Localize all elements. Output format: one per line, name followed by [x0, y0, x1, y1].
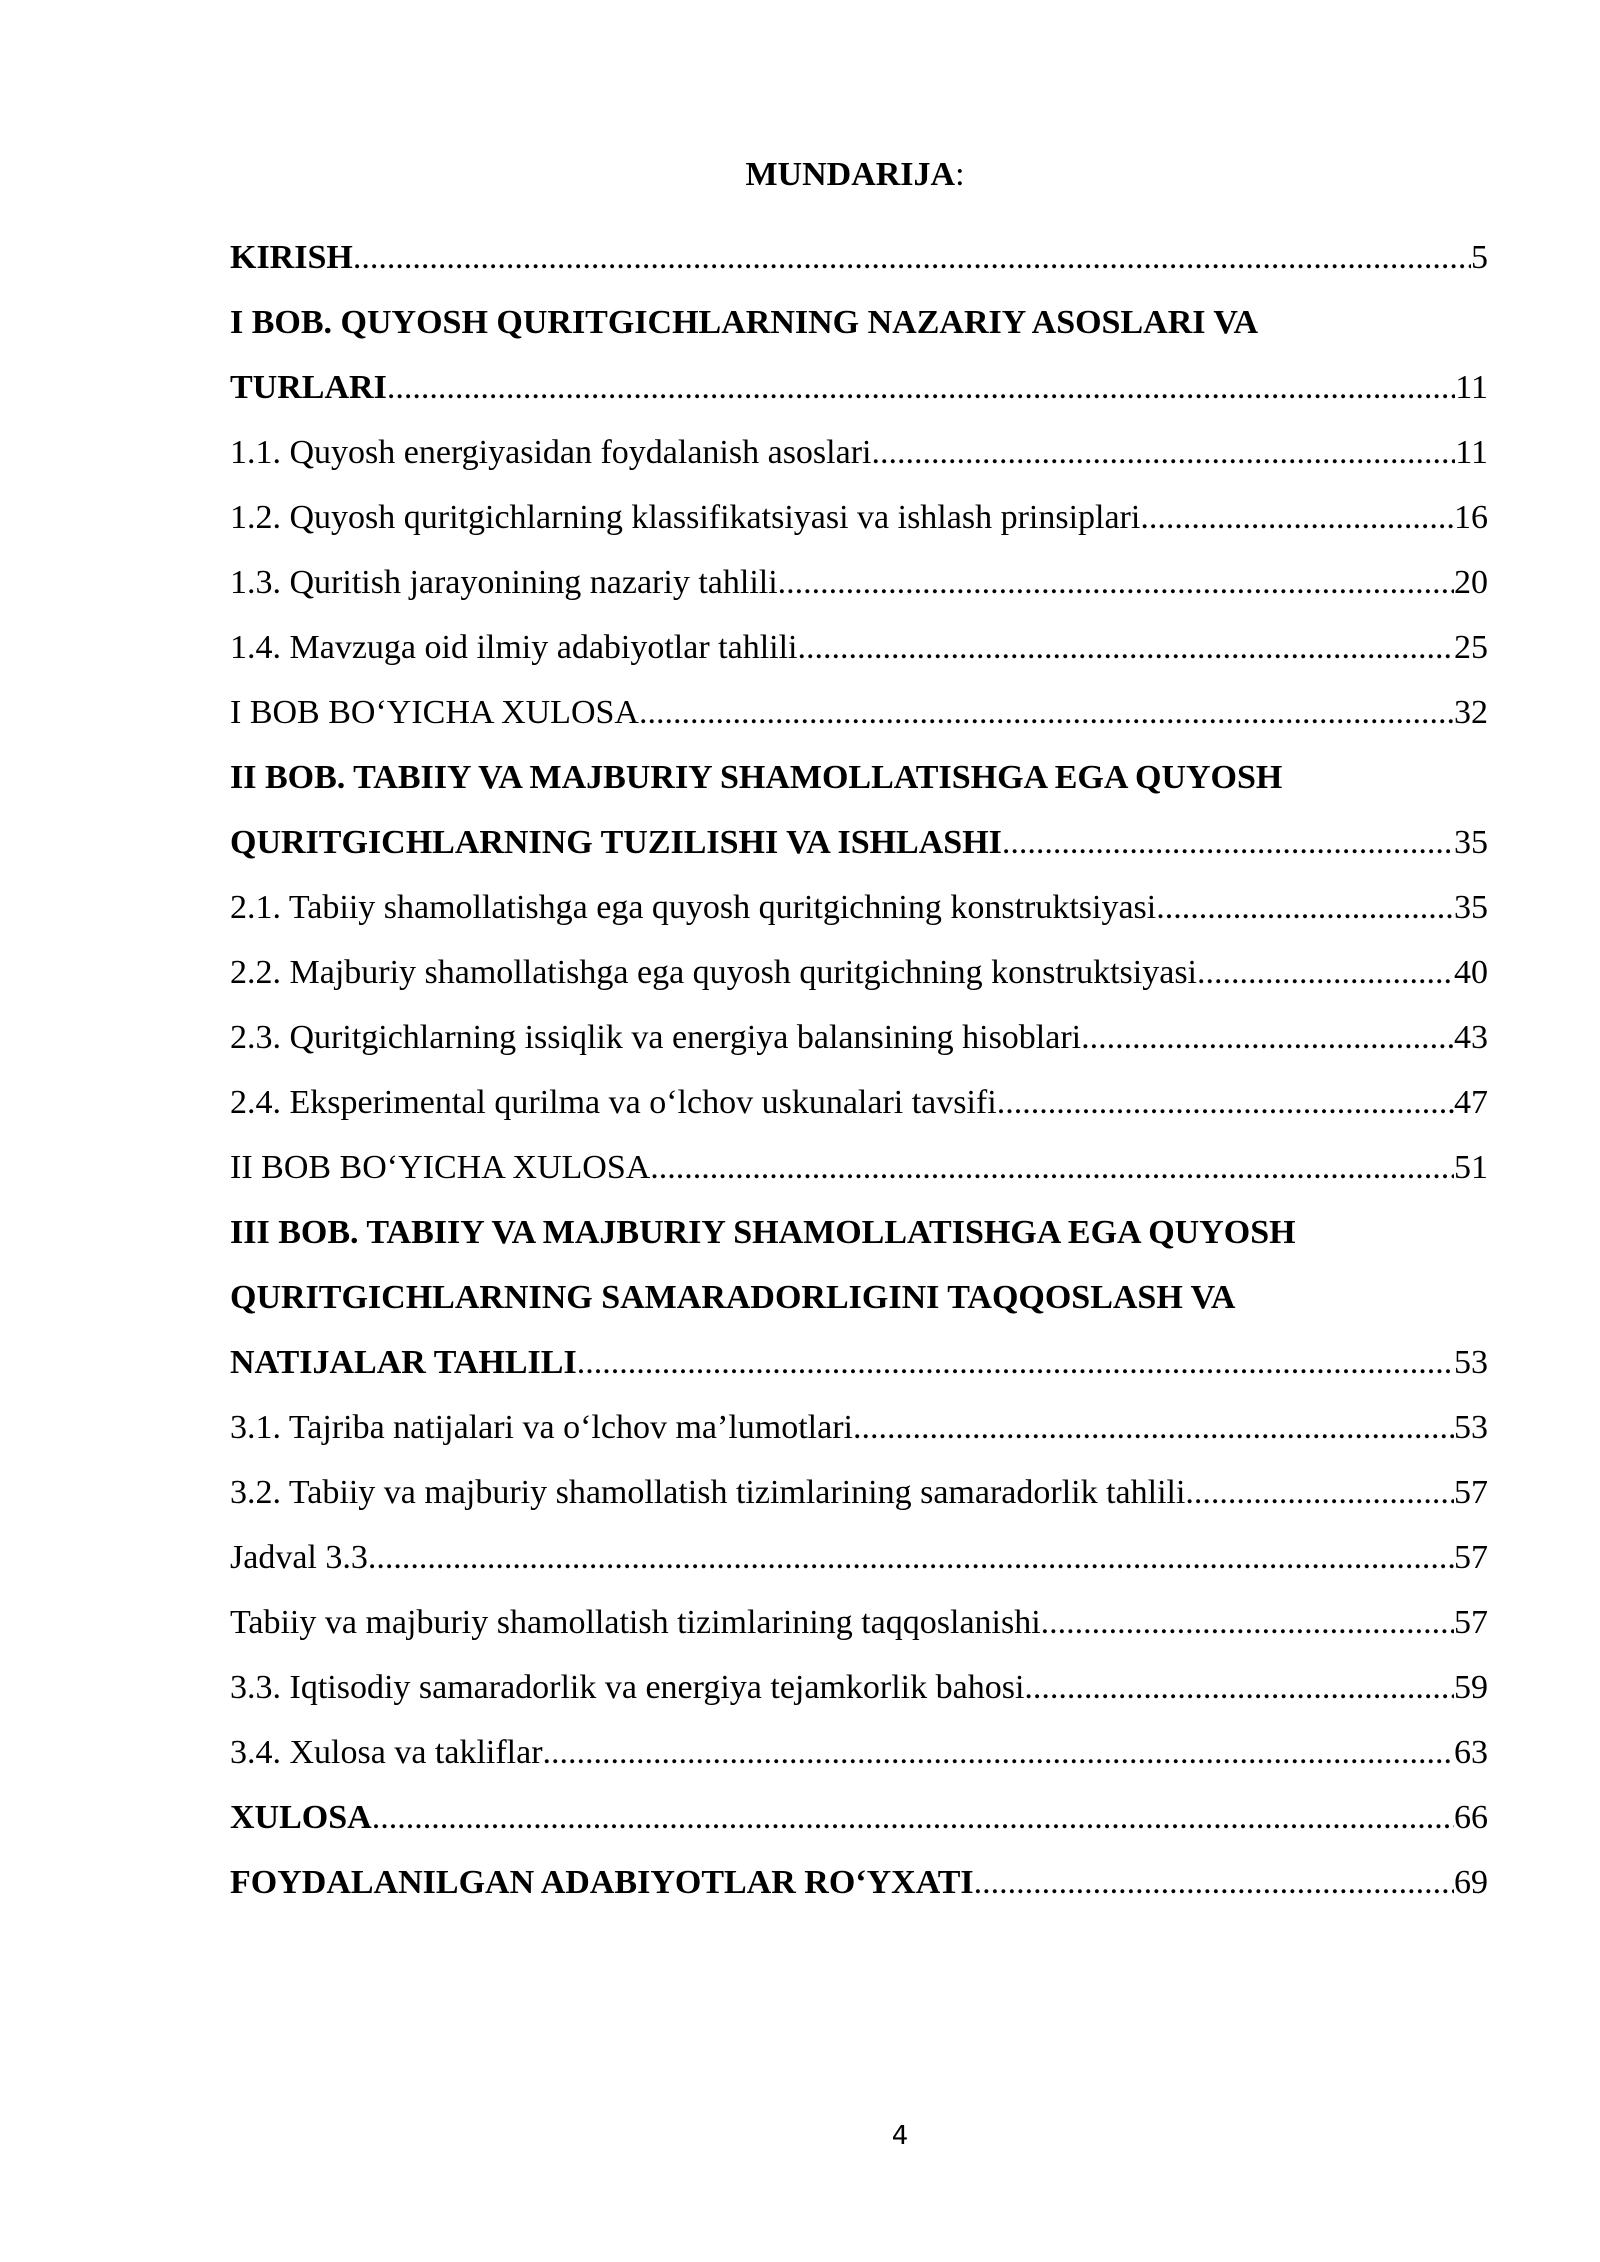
toc-title-colon: :	[955, 156, 965, 193]
page-number: 4	[891, 2121, 909, 2151]
toc-entry-title: 2.4. Eksperimental qurilma va o‘lchov uskunalari tavsifi	[230, 1084, 997, 1121]
toc-dot-leader	[1081, 1016, 1454, 1060]
toc-entry-title: 1.2. Quyosh quritgichlarning klassifikatsiyasi va ishlash prinsiplari	[230, 499, 1141, 536]
toc-entry-title: QURITGICHLARNING SAMARADORLIGINI TAQQOSLASH VA	[230, 1279, 1236, 1316]
toc-entry-page: 40	[1454, 954, 1488, 991]
toc-entry-page: 20	[1454, 564, 1488, 601]
toc-entry	[230, 410, 1488, 475]
table-of-contents	[230, 215, 1488, 1905]
toc-entry	[230, 735, 1488, 800]
toc-dot-leader	[368, 1536, 1454, 1580]
toc-entry-page: 53	[1454, 1344, 1488, 1381]
toc-entry-title: 2.1. Tabiiy shamollatishga ega quyosh quritgichning konstruktsiyasi	[230, 889, 1157, 926]
toc-entry	[230, 1190, 1488, 1255]
toc-dot-leader	[650, 1146, 1454, 1190]
toc-entry-title: KIRISH	[230, 239, 353, 276]
toc-dot-leader	[1002, 821, 1454, 865]
toc-dot-leader	[871, 431, 1455, 475]
toc-title-text: MUNDARIJA	[745, 156, 956, 193]
toc-dot-leader	[778, 561, 1454, 605]
toc-entry-title: 1.3. Quritish jarayonining nazariy tahlili	[230, 564, 778, 601]
toc-entry-title: 2.2. Majburiy shamollatishga ega quyosh quritgichning konstruktsiyasi	[230, 954, 1198, 991]
toc-dot-leader	[543, 1731, 1454, 1775]
toc-dot-leader	[372, 1796, 1454, 1840]
toc-entry-page: 35	[1454, 824, 1488, 861]
toc-dot-leader	[798, 626, 1455, 670]
toc-entry	[230, 1450, 1488, 1515]
toc-entry-title: 3.3. Iqtisodiy samaradorlik va energiya tejamkorlik bahosi	[230, 1669, 1025, 1706]
toc-entry	[230, 800, 1488, 865]
toc-entry-page: 53	[1454, 1409, 1488, 1446]
toc-entry-title: TURLARI	[230, 369, 387, 406]
toc-dot-leader	[577, 1341, 1454, 1385]
toc-entry-title: FOYDALANILGAN ADABIYOTLAR RO‘YXATI	[230, 1864, 974, 1901]
toc-entry-title: I BOB. QUYOSH QURITGICHLARNING NAZARIY ASOSLARI VA	[230, 304, 1259, 341]
toc-dot-leader	[1185, 1471, 1454, 1515]
toc-entry-title: 1.4. Mavzuga oid ilmiy adabiyotlar tahlili	[230, 629, 798, 666]
toc-entry	[230, 930, 1488, 995]
toc-entry-page: 25	[1454, 629, 1488, 666]
toc-entry-page: 57	[1454, 1539, 1488, 1576]
toc-entry-page: 16	[1454, 499, 1488, 536]
toc-entry-title: NATIJALAR TAHLILI	[230, 1344, 577, 1381]
toc-entry-title: 3.4. Xulosa va takliflar	[230, 1734, 543, 1771]
toc-entry-page: 5	[1471, 239, 1488, 276]
toc-entry	[230, 540, 1488, 605]
toc-entry-page: 11	[1455, 369, 1488, 406]
toc-entry-page: 11	[1455, 434, 1488, 471]
toc-entry-page: 43	[1454, 1019, 1488, 1056]
toc-entry-title: 3.1. Tajriba natijalari va o‘lchov ma’lumotlari	[230, 1409, 853, 1446]
toc-entry	[230, 1645, 1488, 1710]
toc-dot-leader	[1140, 496, 1454, 540]
toc-entry	[230, 280, 1488, 345]
toc-entry	[230, 1125, 1488, 1190]
toc-dot-leader	[853, 1406, 1454, 1450]
toc-entry-page: 57	[1454, 1604, 1488, 1641]
toc-entry-title: QURITGICHLARNING TUZILISHI VA ISHLASHI	[230, 824, 1002, 861]
toc-entry-page: 66	[1454, 1799, 1488, 1836]
toc-entry-title: 2.3. Quritgichlarning issiqlik va energiya balansining hisoblari	[230, 1019, 1082, 1056]
toc-entry	[230, 1255, 1488, 1320]
toc-entry	[230, 345, 1488, 410]
toc-entry-page: 47	[1454, 1084, 1488, 1121]
toc-entry-title: Tabiiy va majburiy shamollatish tizimlarining taqqoslanishi	[230, 1604, 1041, 1641]
toc-entry-title: II BOB BO‘YICHA XULOSA	[230, 1149, 651, 1186]
toc-dot-leader	[639, 691, 1454, 735]
toc-entry	[230, 1515, 1488, 1580]
toc-entry-page: 63	[1454, 1734, 1488, 1771]
toc-title	[0, 150, 1600, 200]
toc-entry	[230, 1580, 1488, 1645]
toc-entry-title: XULOSA	[230, 1799, 372, 1836]
toc-entry-title: 1.1. Quyosh energiyasidan foydalanish asoslari	[230, 434, 872, 471]
toc-entry	[230, 1840, 1488, 1905]
toc-entry	[230, 605, 1488, 670]
toc-dot-leader	[387, 366, 1455, 410]
toc-entry	[230, 1710, 1488, 1775]
toc-entry-title: Jadval 3.3	[230, 1539, 368, 1576]
toc-entry	[230, 1060, 1488, 1125]
toc-entry-page: 35	[1454, 889, 1488, 926]
toc-entry-title: I BOB BO‘YICHA XULOSA	[230, 694, 639, 731]
toc-entry	[230, 1385, 1488, 1450]
toc-entry	[230, 215, 1488, 280]
toc-entry-page: 57	[1454, 1474, 1488, 1511]
toc-entry-title: 3.2. Tabiiy va majburiy shamollatish tizimlarining samaradorlik tahlili	[230, 1474, 1186, 1511]
toc-entry	[230, 670, 1488, 735]
toc-entry-title: II BOB. TABIIY VA MAJBURIY SHAMOLLATISHGA EGA QUYOSH	[230, 759, 1283, 796]
toc-entry	[230, 1320, 1488, 1385]
toc-dot-leader	[1024, 1666, 1454, 1710]
toc-entry-title: III BOB. TABIIY VA MAJBURIY SHAMOLLATISHGA EGA QUYOSH	[230, 1214, 1296, 1251]
toc-entry	[230, 475, 1488, 540]
toc-dot-leader	[1041, 1601, 1454, 1645]
toc-dot-leader	[353, 236, 1471, 280]
toc-dot-leader	[1197, 951, 1454, 995]
toc-entry-page: 32	[1454, 694, 1488, 731]
toc-dot-leader	[1156, 886, 1454, 930]
toc-entry-page: 69	[1454, 1864, 1488, 1901]
toc-dot-leader	[974, 1861, 1454, 1905]
toc-dot-leader	[997, 1081, 1454, 1125]
toc-entry	[230, 865, 1488, 930]
toc-entry-page: 51	[1454, 1149, 1488, 1186]
toc-entry	[230, 1775, 1488, 1840]
toc-entry-page: 59	[1454, 1669, 1488, 1706]
toc-entry	[230, 995, 1488, 1060]
